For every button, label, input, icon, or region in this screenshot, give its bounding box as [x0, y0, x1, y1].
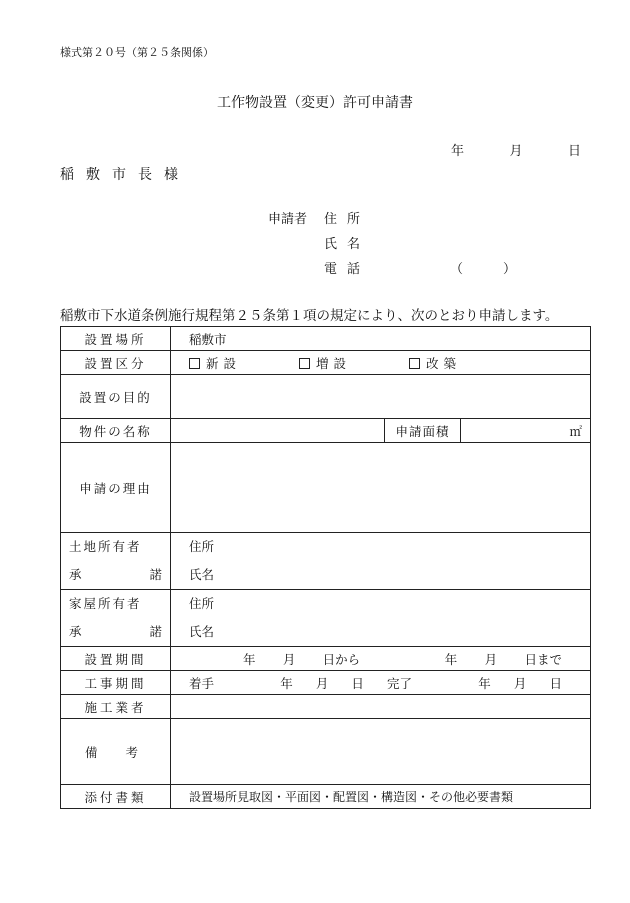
work-period-field[interactable]: 着手 年 月 日 完了 年 月 日 — [171, 671, 591, 695]
checkbox-icon — [189, 358, 200, 369]
install-period-field[interactable]: 年 月 日から 年 月 日まで — [171, 647, 591, 671]
land-owner-label: 土地所有者 承 諾 — [61, 533, 171, 590]
category-rebuild[interactable]: 改築 — [409, 354, 461, 372]
checkbox-icon — [409, 358, 420, 369]
purpose-label: 設置の目的 — [61, 375, 171, 419]
area-unit[interactable]: ㎡ — [461, 419, 591, 443]
land-owner-name-label: 氏名 — [189, 567, 215, 582]
house-owner-address-label: 住所 — [189, 596, 215, 611]
category-new[interactable]: 新設 — [189, 354, 241, 372]
reason-field[interactable] — [171, 443, 591, 533]
contractor-label: 施工業者 — [61, 695, 171, 719]
phone-paren-close: ） — [503, 262, 517, 277]
item-name-field[interactable] — [171, 419, 385, 443]
house-owner-name-label: 氏名 — [189, 624, 215, 639]
applicant-address-label: 住所 — [324, 212, 371, 227]
land-owner-fields[interactable] — [171, 533, 591, 590]
applicant-role: 申請者 — [268, 212, 308, 227]
attachments-label: 添付書類 — [61, 785, 171, 809]
category-addition[interactable]: 増設 — [299, 354, 351, 372]
checkbox-icon — [299, 358, 310, 369]
category-options — [171, 351, 591, 375]
date-line — [451, 140, 581, 159]
applicant-phone-label: 電話 — [324, 262, 371, 277]
date-year: 年 — [451, 144, 465, 159]
contractor-field[interactable] — [171, 695, 591, 719]
application-table — [60, 326, 591, 809]
item-name-label: 物件の名称 — [61, 419, 171, 443]
applicant-block — [268, 211, 516, 286]
intro-statement: 稲敷市下水道条例施行規程第２５条第１項の規定により、次のとおり申請します。 — [60, 308, 559, 324]
remarks-label: 備考 — [61, 719, 171, 785]
install-period-label: 設置期間 — [61, 647, 171, 671]
attachments-value: 設置場所見取図・平面図・配置図・構造図・その他必要書類 — [171, 785, 591, 809]
applicant-name-label: 氏名 — [324, 237, 371, 252]
date-month: 月 — [509, 144, 523, 159]
location-label: 設置場所 — [61, 327, 171, 351]
addressee: 稲敷市長様 — [60, 167, 190, 183]
date-day: 日 — [567, 144, 581, 159]
reason-label: 申請の理由 — [61, 443, 171, 533]
land-owner-address-label: 住所 — [189, 539, 215, 554]
area-label: 申請面積 — [385, 419, 461, 443]
remarks-field[interactable] — [171, 719, 591, 785]
location-value: 稲敷市 — [171, 327, 591, 351]
form-number: 様式第２０号（第２５条関係） — [60, 46, 214, 59]
phone-paren-open: （ — [450, 262, 464, 277]
purpose-field[interactable] — [171, 375, 591, 419]
category-label: 設置区分 — [61, 351, 171, 375]
document-title: 工作物設置（変更）許可申請書 — [217, 95, 413, 111]
work-period-label: 工事期間 — [61, 671, 171, 695]
house-owner-label: 家屋所有者 承 諾 — [61, 590, 171, 647]
house-owner-fields[interactable] — [171, 590, 591, 647]
